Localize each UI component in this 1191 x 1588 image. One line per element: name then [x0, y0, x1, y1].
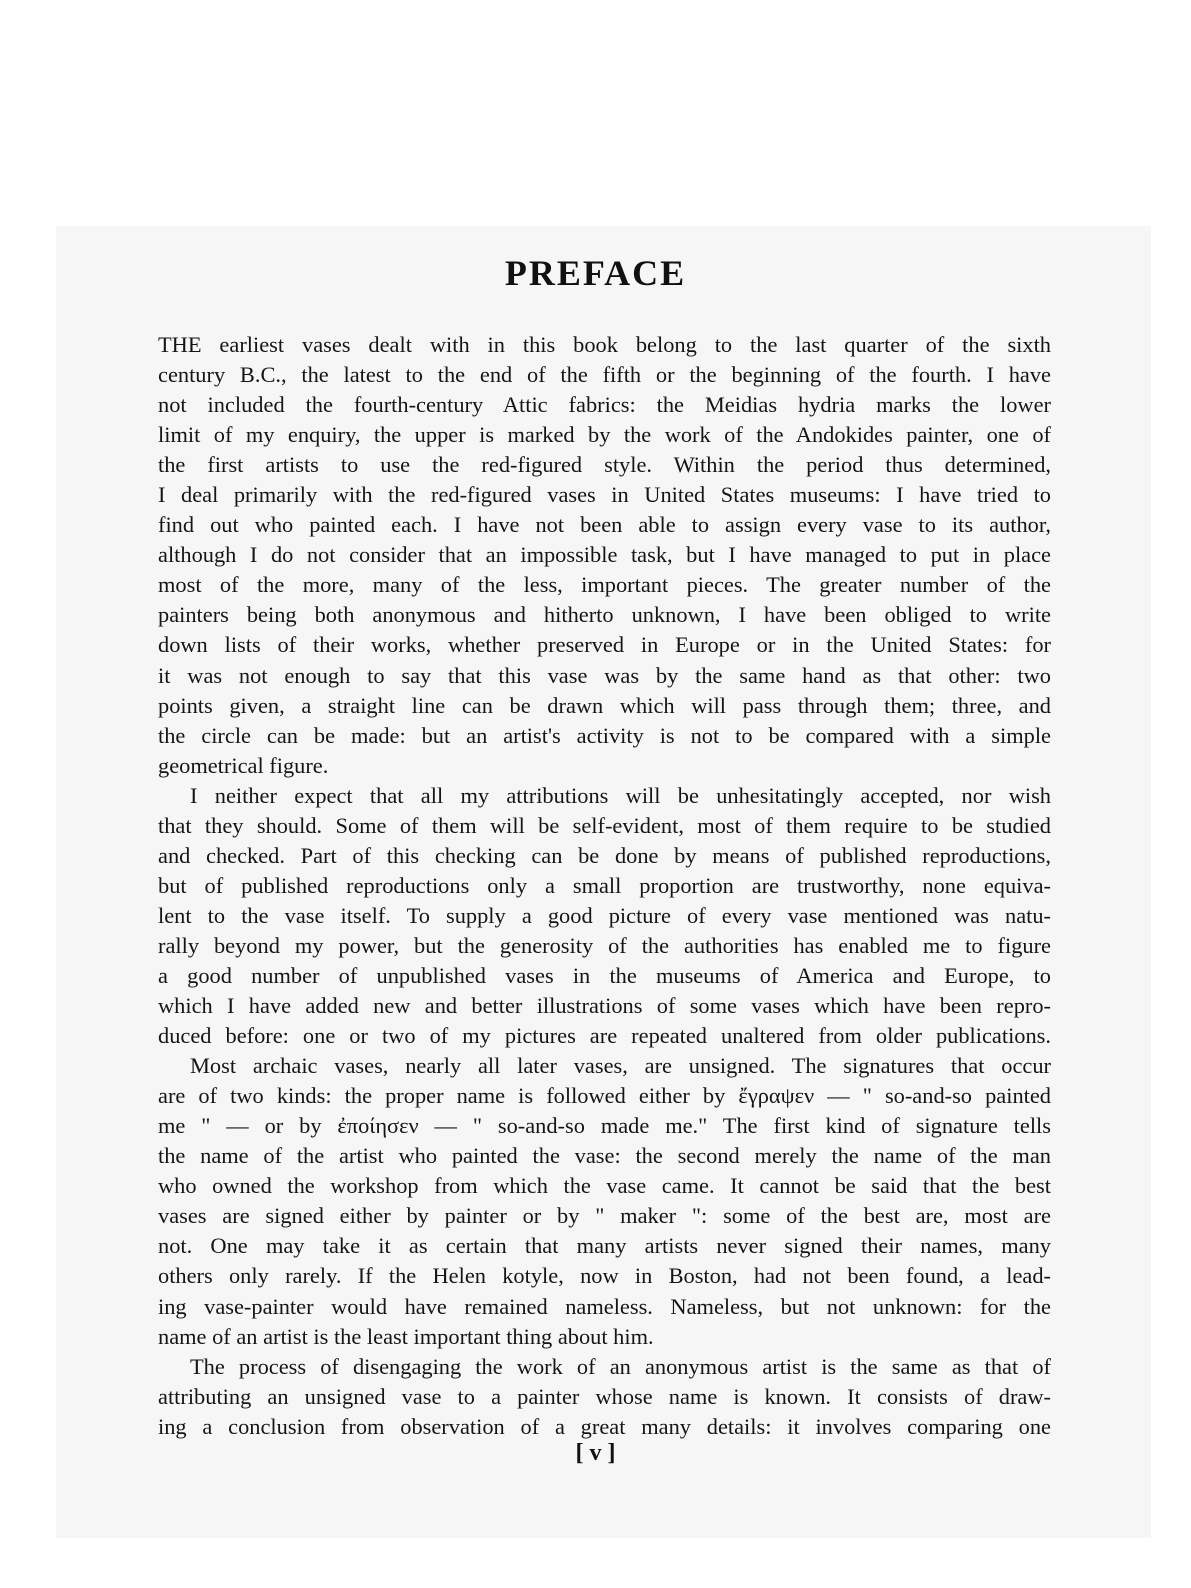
text-line: which I have added new and better illustrations of some vases which have been repro-	[158, 993, 1051, 1019]
text-line: name of an artist is the least important thing about him.	[158, 1323, 654, 1349]
text-line: most of the more, many of the less, important pieces. The greater number of the	[158, 572, 1051, 598]
text-line: ing vase-painter would have remained nameless. Nameless, but not unknown: for the	[158, 1293, 1051, 1319]
text-line: the first artists to use the red-figured style. Within the period thus determined,	[158, 452, 1051, 478]
preface-body	[158, 330, 1051, 1442]
text-line: THE earliest vases dealt with in this book belong to the last quarter of the sixth	[158, 332, 1051, 357]
text-line: lent to the vase itself. To supply a good picture of every vase mentioned was natu-	[158, 902, 1051, 928]
text-line: find out who painted each. I have not been able to assign every vase to its author,	[158, 512, 1051, 538]
text-line: the name of the artist who painted the vase: the second merely the name of the man	[158, 1143, 1051, 1169]
text-line: geometrical figure.	[158, 752, 329, 778]
text-line: but of published reproductions only a small proportion are trustworthy, none equiva-	[158, 872, 1051, 898]
text-line: not. One may take it as certain that many artists never signed their names, many	[158, 1233, 1051, 1259]
text-line: duced before: one or two of my pictures are repeated unaltered from older publications.	[158, 1023, 1051, 1049]
text-line: it was not enough to say that this vase was by the same hand as that other: two	[158, 662, 1051, 688]
text-line: century B.C., the latest to the end of the fifth or the beginning of the fourth. I have	[158, 362, 1051, 388]
text-line: the circle can be made: but an artist's activity is not to be compared with a simple	[158, 722, 1051, 748]
text-line: and checked. Part of this checking can be done by means of published reproductions,	[158, 842, 1051, 868]
text-line: rally beyond my power, but the generosity of the authorities has enabled me to figure	[158, 932, 1051, 958]
text-line: vases are signed either by painter or by " maker ": some of the best are, most are	[158, 1203, 1051, 1229]
text-line: Most archaic vases, nearly all later vases, are unsigned. The signatures that occur	[190, 1053, 1051, 1079]
page-number: [ v ]	[575, 1440, 616, 1466]
text-line: who owned the workshop from which the vase came. It cannot be said that the best	[158, 1173, 1051, 1199]
text-line: me " — or by ἐποίησεν — " so-and-so made me." The first kind of signature tells	[158, 1113, 1051, 1139]
text-line: others only rarely. If the Helen kotyle, now in Boston, had not been found, a lead-	[158, 1263, 1051, 1289]
page-title: PREFACE	[504, 253, 687, 293]
text-line: are of two kinds: the proper name is followed either by ἔγραψεν — " so-and-so painted	[158, 1083, 1051, 1109]
text-line: I neither expect that all my attributions will be unhesitatingly accepted, nor wish	[190, 782, 1051, 808]
text-line: The process of disengaging the work of an anonymous artist is the same as that of	[190, 1353, 1051, 1379]
text-line: down lists of their works, whether preserved in Europe or in the United States: for	[158, 632, 1051, 658]
text-line: limit of my enquiry, the upper is marked by the work of the Andokides painter, one of	[158, 422, 1051, 448]
text-line: a good number of unpublished vases in the museums of America and Europe, to	[158, 962, 1051, 988]
paragraph-4	[158, 1352, 1051, 1442]
paragraph-3	[158, 1051, 1051, 1351]
paragraph-2	[158, 781, 1051, 1051]
text-line: that they should. Some of them will be self-evident, most of them require to be studied	[158, 812, 1051, 838]
text-line: painters being both anonymous and hitherto unknown, I have been obliged to write	[158, 602, 1051, 628]
text-line: ing a conclusion from observation of a great many details: it involves comparing one	[158, 1413, 1051, 1439]
text-line: although I do not consider that an impossible task, but I have managed to put in place	[158, 542, 1051, 568]
text-line: not included the fourth-century Attic fabrics: the Meidias hydria marks the lower	[158, 392, 1051, 418]
paragraph-1	[158, 330, 1051, 781]
text-line: attributing an unsigned vase to a painter whose name is known. It consists of draw-	[158, 1383, 1051, 1409]
text-line: I deal primarily with the red-figured vases in United States museums: I have tried to	[158, 482, 1051, 508]
text-line: points given, a straight line can be drawn which will pass through them; three, and	[158, 692, 1051, 718]
